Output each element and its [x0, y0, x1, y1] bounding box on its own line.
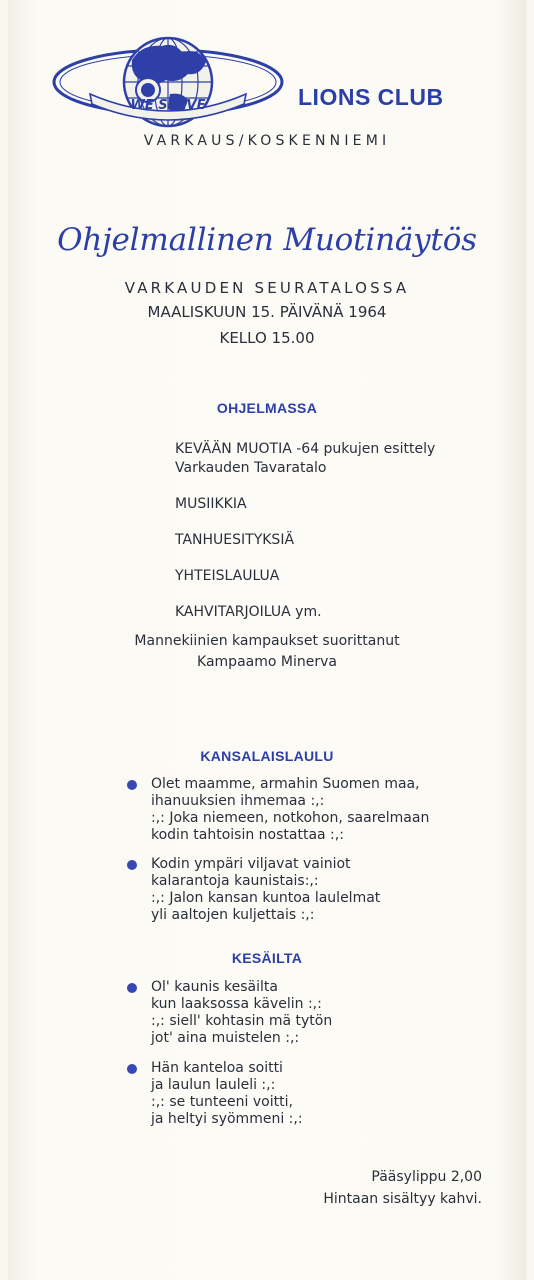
bullet-icon: [127, 780, 137, 790]
verse-line: Hän kanteloa soitti: [151, 1060, 283, 1076]
program-item: Varkauden Tavaratalo: [175, 460, 327, 476]
verse-line: kalarantoja kaunistais:,:: [151, 873, 319, 889]
verse-line: yli aaltojen kuljettais :,:: [151, 907, 315, 923]
verse-line: jot' aina muistelen :,:: [151, 1030, 300, 1046]
coffee-note: Hintaan sisältyy kahvi.: [323, 1191, 482, 1207]
verse-line: ihanuuksien ihmemaa :,:: [151, 793, 325, 809]
bullet-icon: [127, 860, 137, 870]
program-list: [175, 440, 515, 622]
club-name: LIONS CLUB: [298, 84, 444, 110]
event-time: KELLO 15.00: [219, 329, 315, 347]
verse-line: :,: se tunteeni voitti,: [151, 1094, 293, 1110]
verse-line: ja laulun lauleli :,:: [151, 1077, 276, 1093]
program-item: YHTEISLAULUA: [175, 568, 280, 584]
lions-globe-logo: [50, 36, 286, 128]
event-title: Ohjelmallinen Muotinäytös: [57, 222, 477, 258]
hairdresser-credit: [0, 631, 534, 673]
song-verse: [151, 1060, 511, 1128]
program-item: KAHVITARJOILUA ym.: [175, 604, 322, 620]
program-heading: OHJELMASSA: [216, 400, 318, 416]
verse-line: :,: Jalon kansan kuntoa laulelmat: [151, 890, 381, 906]
song-heading: KESÄILTA: [231, 950, 303, 966]
song-verse: [151, 776, 511, 844]
ticket-price: [250, 1166, 482, 1210]
event-venue: VARKAUDEN SEURATALOSSA: [124, 279, 410, 297]
bullet-icon: [127, 983, 137, 993]
song-heading: KANSALAISLAULU: [200, 748, 334, 764]
verse-line: :,: Joka niemeen, notkohon, saarelmaan: [151, 810, 430, 826]
song-verse: [151, 856, 511, 924]
verse-line: ja heltyi syömmeni :,:: [151, 1111, 303, 1127]
program-item: MUSIIKKIA: [175, 496, 247, 512]
ticket-line: Pääsylippu 2,00: [371, 1169, 482, 1185]
program-item: TANHUESITYKSIÄ: [175, 532, 295, 548]
bullet-icon: [127, 1064, 137, 1074]
verse-line: kun laaksossa kävelin :,:: [151, 996, 322, 1012]
logo-motto: WE SERVE: [130, 98, 206, 113]
credit-line: Kampaamo Minerva: [197, 654, 337, 670]
verse-line: Ol' kaunis kesäilta: [151, 979, 278, 995]
verse-line: :,: siell' kohtasin mä tytön: [151, 1013, 333, 1029]
verse-line: Olet maamme, armahin Suomen maa,: [151, 776, 420, 792]
program-item: KEVÄÄN MUOTIA -64 pukujen esittely: [175, 441, 436, 457]
song-verse: [151, 979, 511, 1047]
credit-line: Mannekiinien kampaukset suorittanut: [134, 633, 400, 649]
club-location: VARKAUS/KOSKENNIEMI: [143, 133, 391, 149]
verse-line: Kodin ympäri viljavat vainiot: [151, 856, 351, 872]
verse-line: kodin tahtoisin nostattaa :,:: [151, 827, 344, 843]
event-date: MAALISKUUN 15. PÄIVÄNÄ 1964: [147, 303, 387, 321]
